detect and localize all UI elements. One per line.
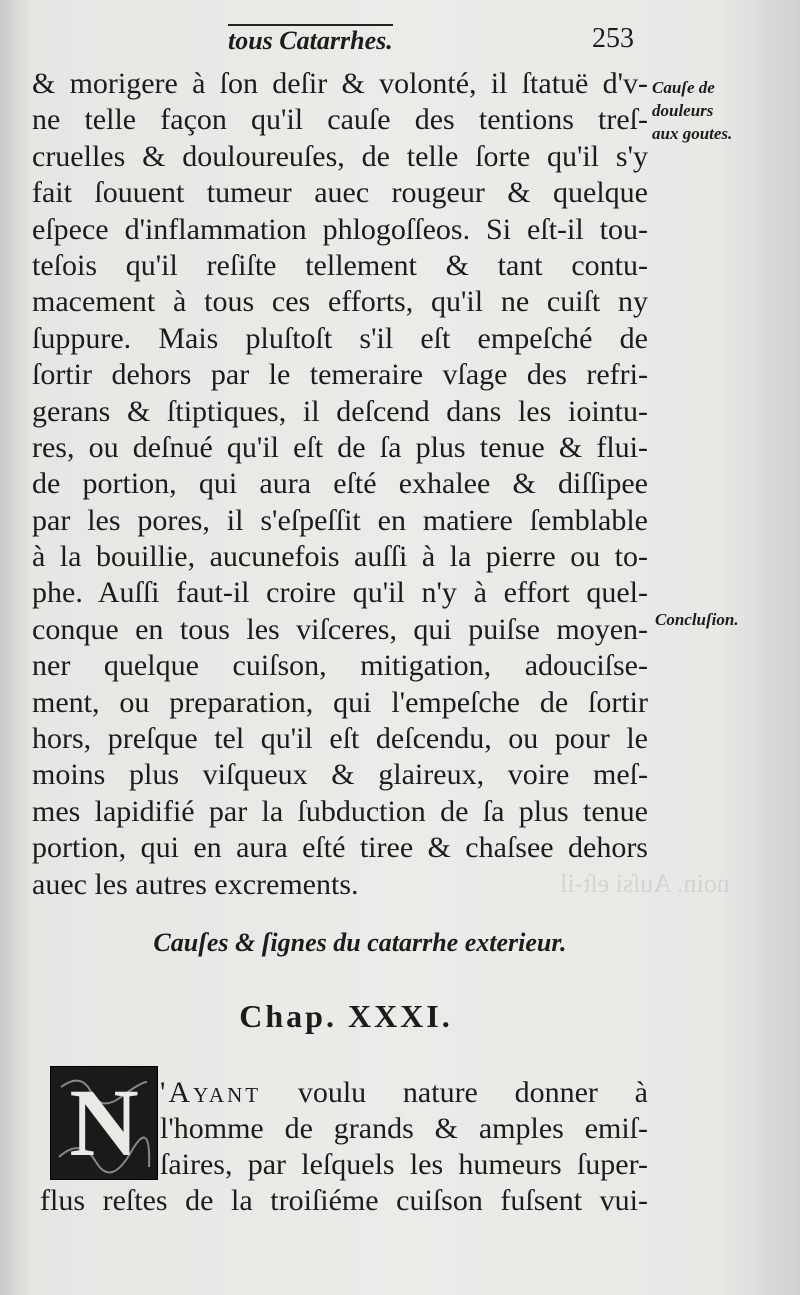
text-line: ſuppure. Mais pluſtoſt s'il eſt empeſché de bbox=[32, 321, 648, 355]
text-line: l'homme de grands & amples emiſ- bbox=[160, 1112, 648, 1145]
dropcap-letter-icon bbox=[51, 1067, 157, 1179]
decorated-initial-icon bbox=[50, 1066, 158, 1180]
text-line: res, ou deſnué qu'il eſt de ſa plus tenue & flui- bbox=[32, 430, 648, 464]
text-line: ne telle façon qu'il cauſe des tentions treſ- bbox=[32, 103, 648, 137]
text-line: portion, qui en aura eſté tiree & chaſsee dehors bbox=[32, 831, 648, 865]
text-line: hors, preſque tel qu'il eſt deſcendu, ou pour le bbox=[32, 722, 648, 756]
text-line: moins plus viſqueux & glaireux, voire meſ- bbox=[32, 758, 648, 792]
margin-note-line: Cauſe de bbox=[652, 78, 715, 97]
chapter-line-1 bbox=[160, 1076, 648, 1110]
margin-note-line: douleurs bbox=[652, 101, 714, 120]
margin-note-conclusion bbox=[655, 608, 739, 631]
text-line: phe. Auſſi faut-il croire qu'il n'y à effort quel- bbox=[32, 576, 648, 610]
text-line: ner quelque cuiſson, mitigation, adouciſse- bbox=[32, 649, 648, 683]
text-line: par les pores, il s'eſpeſſit en matiere ſemblable bbox=[32, 503, 648, 537]
bleed-through: noin. Auſsi eſt-il bbox=[560, 869, 730, 898]
text-line: ment, ou preparation, qui l'empeſche de ſortir bbox=[32, 685, 648, 719]
text-line: auec les autres excrements. bbox=[32, 867, 359, 901]
text-line: conque en tous les viſceres, qui puiſse moyen- bbox=[32, 612, 648, 646]
text-line: mes lapidifié par la ſubduction de ſa plus tenue bbox=[32, 794, 648, 828]
margin-note-line: aux goutes. bbox=[652, 124, 733, 143]
section-title: Cauſes & ſignes du catarrhe exterieur. bbox=[153, 928, 567, 957]
text-line: à la bouillie, aucunefois auſſi à la pierre ou to- bbox=[32, 540, 648, 574]
chapter-line-4 bbox=[40, 1184, 648, 1218]
running-head: tous Catarrhes. bbox=[228, 26, 393, 55]
text-line: de portion, qui aura eſté exhalee & diſſipee bbox=[32, 467, 648, 501]
text-line: ſaires, par leſquels les humeurs ſuper- bbox=[160, 1148, 648, 1181]
main-paragraph bbox=[32, 66, 648, 903]
page-number: 253 bbox=[592, 23, 634, 54]
text-line: ſortir dehors par le temeraire vſage des refri- bbox=[32, 358, 648, 392]
svg-text:N: N bbox=[69, 1069, 139, 1176]
text-line: teſois qu'il reſiſte tellement & tant contu- bbox=[32, 248, 648, 282]
text-line: voulu nature donner à bbox=[297, 1076, 648, 1109]
chapter-lead-word: 'Ayant bbox=[160, 1076, 262, 1109]
chapter-line-3 bbox=[160, 1148, 648, 1182]
margin-note-line: Concluſion. bbox=[655, 610, 739, 629]
page-header bbox=[0, 18, 800, 58]
text-line: gerans & ſtiptiques, il deſcend dans les iointu- bbox=[32, 394, 648, 428]
text-line: flus reſtes de la troiſiéme cuiſson fuſsent vui- bbox=[40, 1184, 648, 1217]
text-line: cruelles & douloureuſes, de telle ſorte qu'il s'y bbox=[32, 139, 648, 173]
text-line: macement à tous ces efforts, qu'il ne cuiſt ny bbox=[32, 285, 648, 319]
text-line: fait ſouuent tumeur auec rougeur & quelque bbox=[32, 176, 648, 210]
chapter-heading: Chap. XXXI. bbox=[239, 998, 453, 1034]
text-line: eſpece d'inflammation phlogoſſeos. Si eſt-il tou- bbox=[32, 212, 648, 246]
margin-note-cause bbox=[652, 76, 732, 145]
text-line: & morigere à ſon deſir & volonté, il ſtatuë d'v- bbox=[32, 67, 648, 100]
chapter-line-2 bbox=[160, 1112, 648, 1146]
